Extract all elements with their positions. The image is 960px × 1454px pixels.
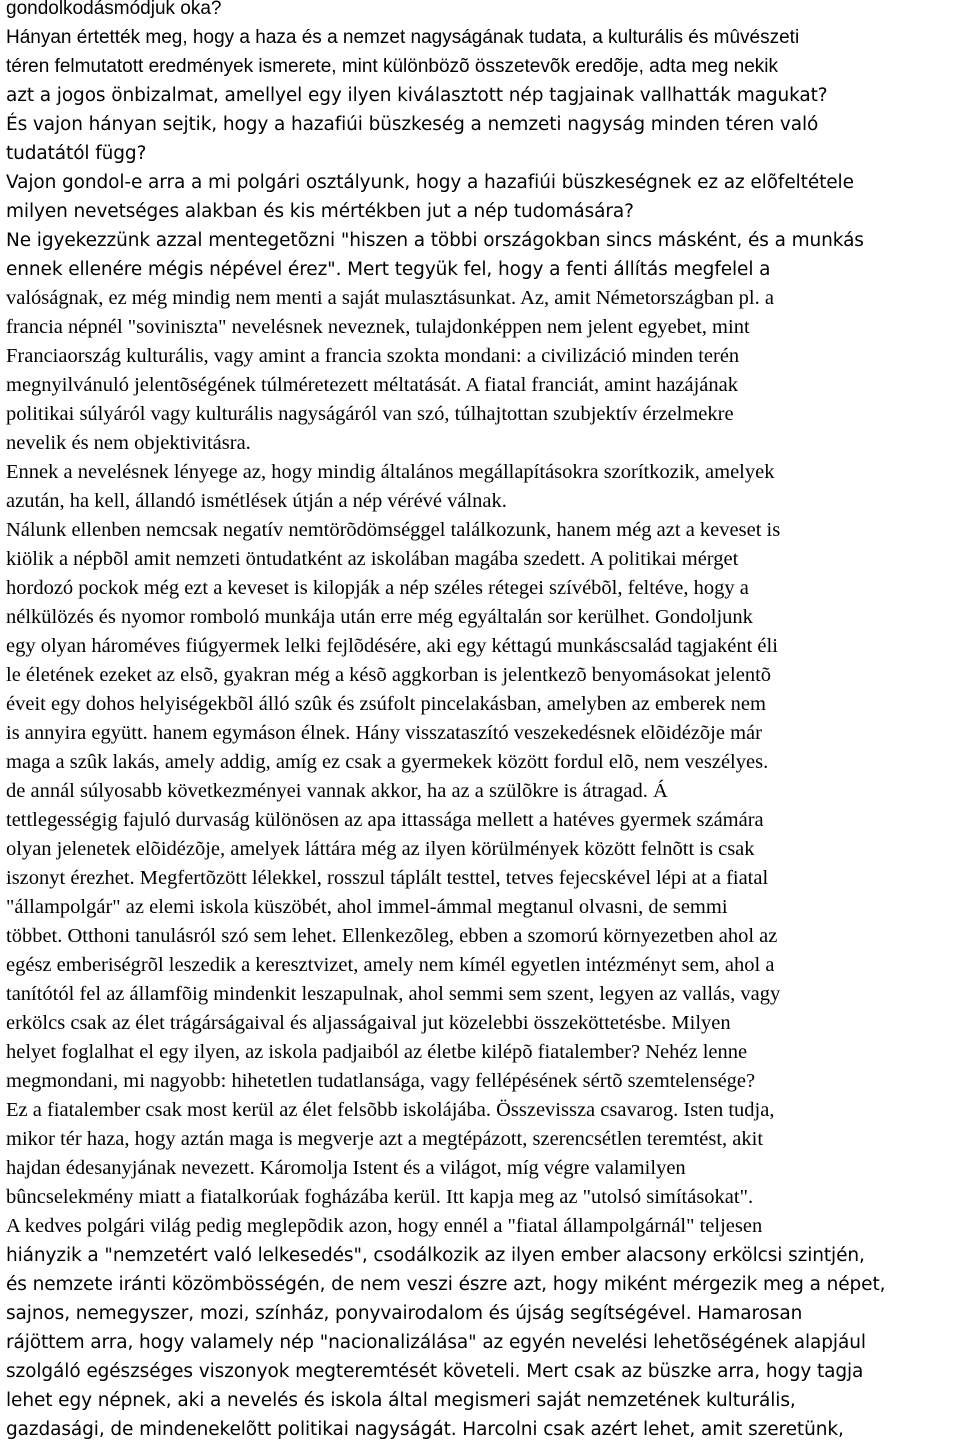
text-line: egy olyan hároméves fiúgyermek lelki fejlõdésére, aki egy kéttagú munkáscsalád tagjaként éli [6, 635, 778, 657]
document-page [6, 0, 956, 1444]
text-line: ennek ellenére mégis népével érez". Mert tegyük fel, hogy a fenti állítás megfelel a [6, 259, 771, 280]
text-line: tettlegességig fajuló durvaság különösen az apa ittassága mellett a hatéves gyermek számára [6, 809, 764, 831]
text-line: Franciaország kulturális, vagy amint a francia szokta mondani: a civilizáció minden terén [6, 345, 740, 367]
text-line: Nálunk ellenben nemcsak negatív nemtörõdömséggel találkozunk, hanem még azt a keveset is [6, 519, 781, 541]
text-line: helyet foglalhat el egy ilyen, az iskola padjaiból az életbe kilépõ fiatalember? Nehéz lenne [6, 1041, 748, 1063]
text-line: is annyira együtt. hanem egymáson élnek. Hány visszataszító veszekedésnek elõidézõje már [6, 722, 762, 744]
text-line: téren felmutatott eredmények ismerete, mint különbözõ összetevõk eredõje, adta meg nekik [6, 56, 779, 77]
text-line: gazdasági, de mindenekelõtt politikai nagyságát. Harcolni csak azért lehet, amit szeretünk, [6, 1419, 844, 1440]
text-line: gondolkodásmódjuk oka? [6, 0, 222, 19]
text-line: "állampolgár" az elemi iskola küszöbét, ahol immel-ámmal megtanul olvasni, de semmi [6, 896, 728, 918]
text-line: lehet egy népnek, aki a nevelés és iskola által megismeri saját nemzetének kulturális, [6, 1390, 796, 1411]
text-line: többet. Otthoni tanulásról szó sem lehet. Ellenkezõleg, ebben a szomorú környezetben ahol az [6, 925, 778, 947]
text-line: tudatától függ? [6, 143, 147, 164]
text-line: A kedves polgári világ pedig meglepõdik azon, hogy ennél a "fiatal állampolgárnál" teljesen [6, 1215, 763, 1237]
text-line: valóságnak, ez még mindig nem menti a saját mulasztásunkat. Az, amit Németországban pl. a [6, 287, 774, 309]
text-line: Ennek a nevelésnek lényege az, hogy mindig általános megállapításokra szorítkozik, amelyek [6, 461, 775, 483]
text-line: Ez a fiatalember csak most kerül az élet felsõbb iskolájába. Összevissza csavarog. Isten tudja, [6, 1099, 775, 1121]
text-line: azt a jogos önbizalmat, amellyel egy ilyen kiválasztott nép tagjainak vallhatták magukat? [6, 85, 828, 106]
text-line: hiányzik a "nemzetért való lelkesedés", csodálkozik az ilyen ember alacsony erkölcsi szintjén, [6, 1245, 865, 1266]
text-line: politikai súlyáról vagy kulturális nagyságáról van szó, túlhajtottan szubjektív érzelmekre [6, 403, 734, 425]
text-line: szolgáló egészséges viszonyok megteremtését követeli. Mert csak az büszke arra, hogy tagja [6, 1361, 864, 1382]
text-line: nélkülözés és nyomor romboló munkája után erre még egyáltalán sor kerülhet. Gondoljunk [6, 606, 753, 628]
text-line: iszonyt érezhet. Megfertõzött lélekkel, rosszul táplált testtel, tetves fejecskével lépi at a fiatal [6, 867, 769, 889]
text-line: megmondani, mi nagyobb: hihetetlen tudatlansága, vagy fellépésének sértõ szemtelensége? [6, 1070, 756, 1092]
text-line: sajnos, nemegyszer, mozi, színház, ponyvairodalom és újság segítségével. Hamarosan [6, 1303, 803, 1324]
text-line: olyan jelenetek elõidézõje, amelyek láttára még az ilyen körülmények között felnõtt is csak [6, 838, 755, 860]
text-line: megnyilvánuló jelentõségének túlméretezett méltatását. A fiatal franciát, amint hazájának [6, 374, 739, 396]
text-line: Vajon gondol-e arra a mi polgári osztályunk, hogy a hazafiúi büszkeségnek ez az elõfeltétele [6, 172, 854, 193]
text-line: mikor tér haza, hogy aztán maga is megverje azt a megtépázott, szerencsétlen teremtést, akit [6, 1128, 764, 1150]
text-line: éveit egy dohos helyiségekbõl álló szûk és zsúfolt pincelakásban, amelyben az emberek nem [6, 693, 766, 715]
text-line: francia népnél "soviniszta" nevelésnek neveznek, tulajdonképpen nem jelent egyebet, mint [6, 316, 750, 338]
text-line: hordozó pockok még ezt a keveset is kilopják a nép széles rétegei szívébõl, feltéve, hogy a [6, 577, 749, 599]
text-line: egész emberiségrõl leszedik a keresztvizet, amely nem kímél egyetlen intézményt sem, ahol a [6, 954, 775, 976]
text-line: Ne igyekezzünk azzal mentegetõzni "hiszen a többi országokban sincs másként, és a munkás [6, 230, 864, 251]
text-line: le életének ezeket az elsõ, gyakran még a késõ aggkorban is jelentkezõ benyomásokat jelentõ [6, 664, 772, 686]
text-line: És vajon hányan sejtik, hogy a hazafiúi büszkeség a nemzeti nagyság minden téren való [6, 114, 819, 135]
text-line: milyen nevetséges alakban és kis mértékben jut a nép tudomására? [6, 201, 634, 222]
text-line: de annál súlyosabb következményei vannak akkor, ha az a szülõkre is átragad. Á [6, 780, 668, 802]
text-line: azután, ha kell, állandó ismétlések útján a nép vérévé válnak. [6, 490, 507, 512]
text-line: rájöttem arra, hogy valamely nép "nacionalizálása" az egyén nevelési lehetõségének alapjául [6, 1332, 866, 1353]
text-line: hajdan édesanyjának nevezett. Káromolja Istent és a világot, míg végre valamilyen [6, 1157, 686, 1179]
text-line: erkölcs csak az élet trágárságaival és aljasságaival jut közelebbi összeköttetésbe. Milyen [6, 1012, 731, 1034]
text-line: Hányan értették meg, hogy a haza és a nemzet nagyságának tudata, a kulturális és mûvészeti [6, 27, 800, 48]
text-line: tanítótól fel az államfõig mindenkit leszapulnak, ahol semmi sem szent, legyen az vallás, vagy [6, 983, 781, 1005]
text-line: és nemzete iránti közömbösségén, de nem veszi észre azt, hogy miként mérgezik meg a népet, [6, 1274, 886, 1295]
text-line: maga a szûk lakás, amely addig, amíg ez csak a gyermekek között fordul elõ, nem veszélyes. [6, 751, 769, 773]
text-line: kiölik a népbõl amit nemzeti öntudatként az iskolában magába szedett. A politikai mérget [6, 548, 739, 570]
text-line: bûncselekmény miatt a fiatalkorúak fogházába kerül. Itt kapja meg az "utolsó simításokat". [6, 1186, 754, 1208]
text-line: nevelik és nem objektivitásra. [6, 432, 251, 454]
